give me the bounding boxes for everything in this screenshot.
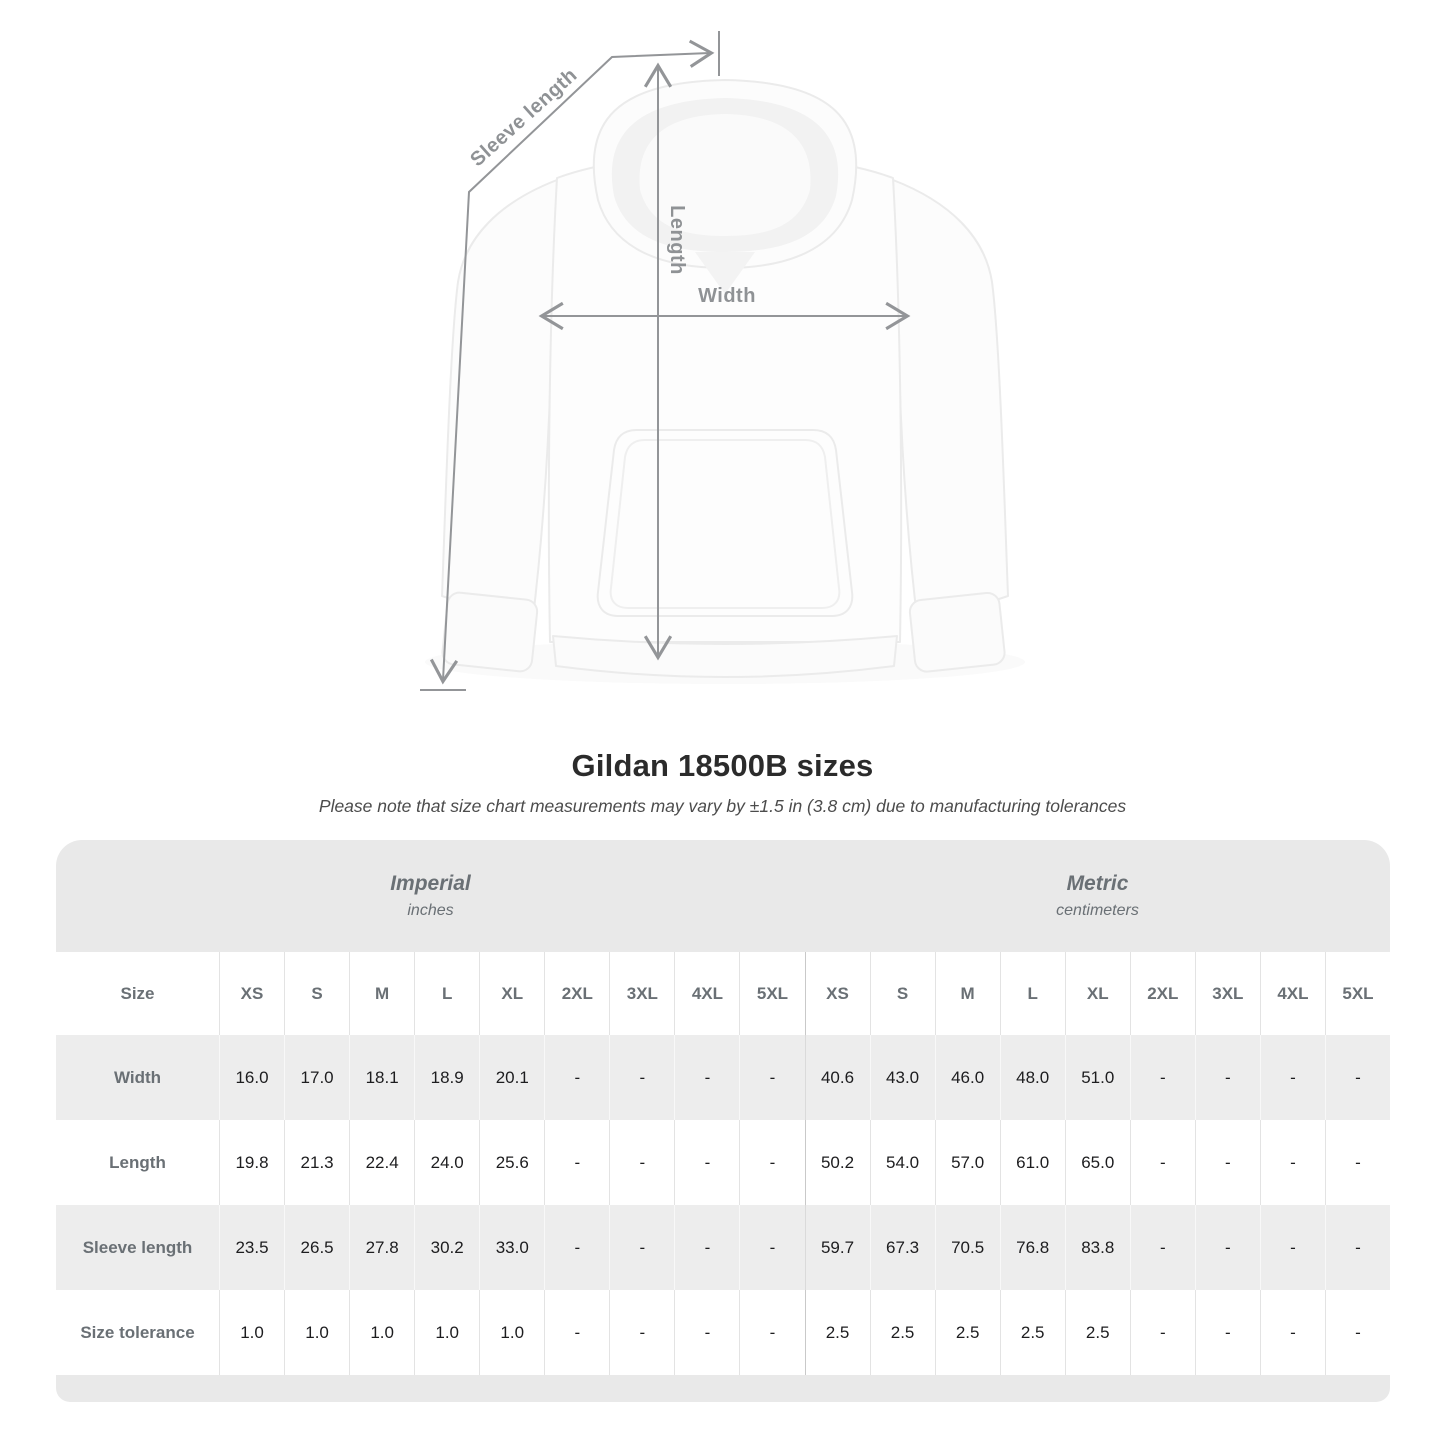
- value-cell: 30.2: [414, 1205, 479, 1290]
- value-cell: 65.0: [1065, 1120, 1130, 1205]
- value-cell: 57.0: [935, 1120, 1000, 1205]
- value-cell: 76.8: [1000, 1205, 1065, 1290]
- value-cell: -: [544, 1035, 609, 1120]
- value-cell: -: [1130, 1035, 1195, 1120]
- metric-group-header: [805, 840, 1390, 952]
- value-cell: -: [544, 1290, 609, 1375]
- value-cell: -: [544, 1120, 609, 1205]
- size-header-cell: 4XL: [674, 952, 739, 1035]
- value-cell: -: [1195, 1205, 1260, 1290]
- value-cell: -: [609, 1120, 674, 1205]
- value-cell: -: [1325, 1035, 1390, 1120]
- value-cell: -: [1130, 1205, 1195, 1290]
- value-cell: -: [674, 1290, 739, 1375]
- table-row-width: [56, 1035, 1390, 1120]
- value-cell: -: [674, 1120, 739, 1205]
- size-header-cell: M: [935, 952, 1000, 1035]
- value-cell: -: [739, 1120, 804, 1205]
- value-cell: -: [739, 1205, 804, 1290]
- tolerance-note: Please note that size chart measurements may vary by ±1.5 in (3.8 cm) due to manufacturing tolerances: [318, 796, 1127, 816]
- width-label: Width: [698, 285, 756, 307]
- value-cell: 67.3: [870, 1205, 935, 1290]
- size-header-cell: S: [870, 952, 935, 1035]
- value-cell: 23.5: [219, 1205, 284, 1290]
- hoodie-illustration: [425, 80, 1025, 684]
- value-cell: 59.7: [805, 1205, 870, 1290]
- value-cell: -: [609, 1035, 674, 1120]
- value-cell: -: [1130, 1290, 1195, 1375]
- value-cell: 22.4: [349, 1120, 414, 1205]
- value-cell: -: [1325, 1290, 1390, 1375]
- row-label: Length: [109, 1152, 166, 1172]
- value-cell: -: [1130, 1120, 1195, 1205]
- value-cell: -: [1260, 1120, 1325, 1205]
- value-cell: -: [544, 1205, 609, 1290]
- value-cell: -: [1325, 1120, 1390, 1205]
- value-cell: 21.3: [284, 1120, 349, 1205]
- size-header-cell: 5XL: [1325, 952, 1390, 1035]
- size-header-cell: 3XL: [1195, 952, 1260, 1035]
- value-cell: 2.5: [1065, 1290, 1130, 1375]
- length-label: Length: [666, 205, 688, 275]
- size-header-cell: XS: [219, 952, 284, 1035]
- size-header-cell: L: [414, 952, 479, 1035]
- value-cell: 2.5: [870, 1290, 935, 1375]
- value-cell: -: [1195, 1290, 1260, 1375]
- size-header-cell: 2XL: [544, 952, 609, 1035]
- value-cell: 1.0: [284, 1290, 349, 1375]
- unit-group-header: [56, 840, 1390, 952]
- value-cell: 2.5: [935, 1290, 1000, 1375]
- value-cell: -: [609, 1290, 674, 1375]
- size-header-cell: M: [349, 952, 414, 1035]
- value-cell: -: [1260, 1290, 1325, 1375]
- row-label: Width: [113, 1067, 162, 1087]
- size-header-cell: 4XL: [1260, 952, 1325, 1035]
- value-cell: 18.1: [349, 1035, 414, 1120]
- size-header-cell: XL: [1065, 952, 1130, 1035]
- imperial-group-unit: inches: [407, 902, 454, 919]
- metric-group-name: Metric: [1066, 872, 1129, 895]
- value-cell: 19.8: [219, 1120, 284, 1205]
- size-header-cell: XL: [479, 952, 544, 1035]
- value-cell: 1.0: [479, 1290, 544, 1375]
- value-cell: 51.0: [1065, 1035, 1130, 1120]
- value-cell: -: [674, 1205, 739, 1290]
- size-header-cell: XS: [805, 952, 870, 1035]
- value-cell: 83.8: [1065, 1205, 1130, 1290]
- value-cell: 24.0: [414, 1120, 479, 1205]
- size-header-cell: L: [1000, 952, 1065, 1035]
- size-header-cell: 5XL: [739, 952, 804, 1035]
- table-row-size-tolerance: [56, 1290, 1390, 1375]
- value-cell: -: [739, 1035, 804, 1120]
- value-cell: -: [1195, 1035, 1260, 1120]
- metric-group-unit: centimeters: [1056, 902, 1139, 919]
- value-cell: 18.9: [414, 1035, 479, 1120]
- value-cell: 17.0: [284, 1035, 349, 1120]
- value-cell: 20.1: [479, 1035, 544, 1120]
- table-row-sleeve-length: [56, 1205, 1390, 1290]
- value-cell: 54.0: [870, 1120, 935, 1205]
- row-label: Size tolerance: [80, 1322, 195, 1342]
- value-cell: 70.5: [935, 1205, 1000, 1290]
- value-cell: 2.5: [1000, 1290, 1065, 1375]
- value-cell: 43.0: [870, 1035, 935, 1120]
- value-cell: 16.0: [219, 1035, 284, 1120]
- value-cell: 26.5: [284, 1205, 349, 1290]
- value-cell: 27.8: [349, 1205, 414, 1290]
- row-label: Sleeve length: [82, 1237, 193, 1257]
- value-cell: -: [1195, 1120, 1260, 1205]
- value-cell: 2.5: [805, 1290, 870, 1375]
- imperial-group-name: Imperial: [390, 872, 471, 895]
- value-cell: 25.6: [479, 1120, 544, 1205]
- value-cell: -: [1260, 1205, 1325, 1290]
- table-row-length: [56, 1120, 1390, 1205]
- table-footer-band: [56, 1375, 1390, 1402]
- value-cell: -: [739, 1290, 804, 1375]
- value-cell: 1.0: [349, 1290, 414, 1375]
- page-title: Gildan 18500B sizes: [571, 748, 874, 783]
- value-cell: -: [609, 1205, 674, 1290]
- value-cell: 48.0: [1000, 1035, 1065, 1120]
- imperial-group-header: [56, 840, 805, 952]
- value-cell: 1.0: [414, 1290, 479, 1375]
- value-cell: 33.0: [479, 1205, 544, 1290]
- value-cell: 40.6: [805, 1035, 870, 1120]
- size-header-cell: 3XL: [609, 952, 674, 1035]
- size-header-row: [56, 952, 1390, 1035]
- sleeve-length-label: Sleeve length: [466, 64, 582, 172]
- value-cell: -: [1260, 1035, 1325, 1120]
- value-cell: 50.2: [805, 1120, 870, 1205]
- size-header-cell: S: [284, 952, 349, 1035]
- size-table: [56, 840, 1390, 1402]
- value-cell: -: [1325, 1205, 1390, 1290]
- size-header-cell: 2XL: [1130, 952, 1195, 1035]
- value-cell: 46.0: [935, 1035, 1000, 1120]
- value-cell: -: [674, 1035, 739, 1120]
- size-column-title: Size: [120, 983, 155, 1003]
- value-cell: 61.0: [1000, 1120, 1065, 1205]
- value-cell: 1.0: [219, 1290, 284, 1375]
